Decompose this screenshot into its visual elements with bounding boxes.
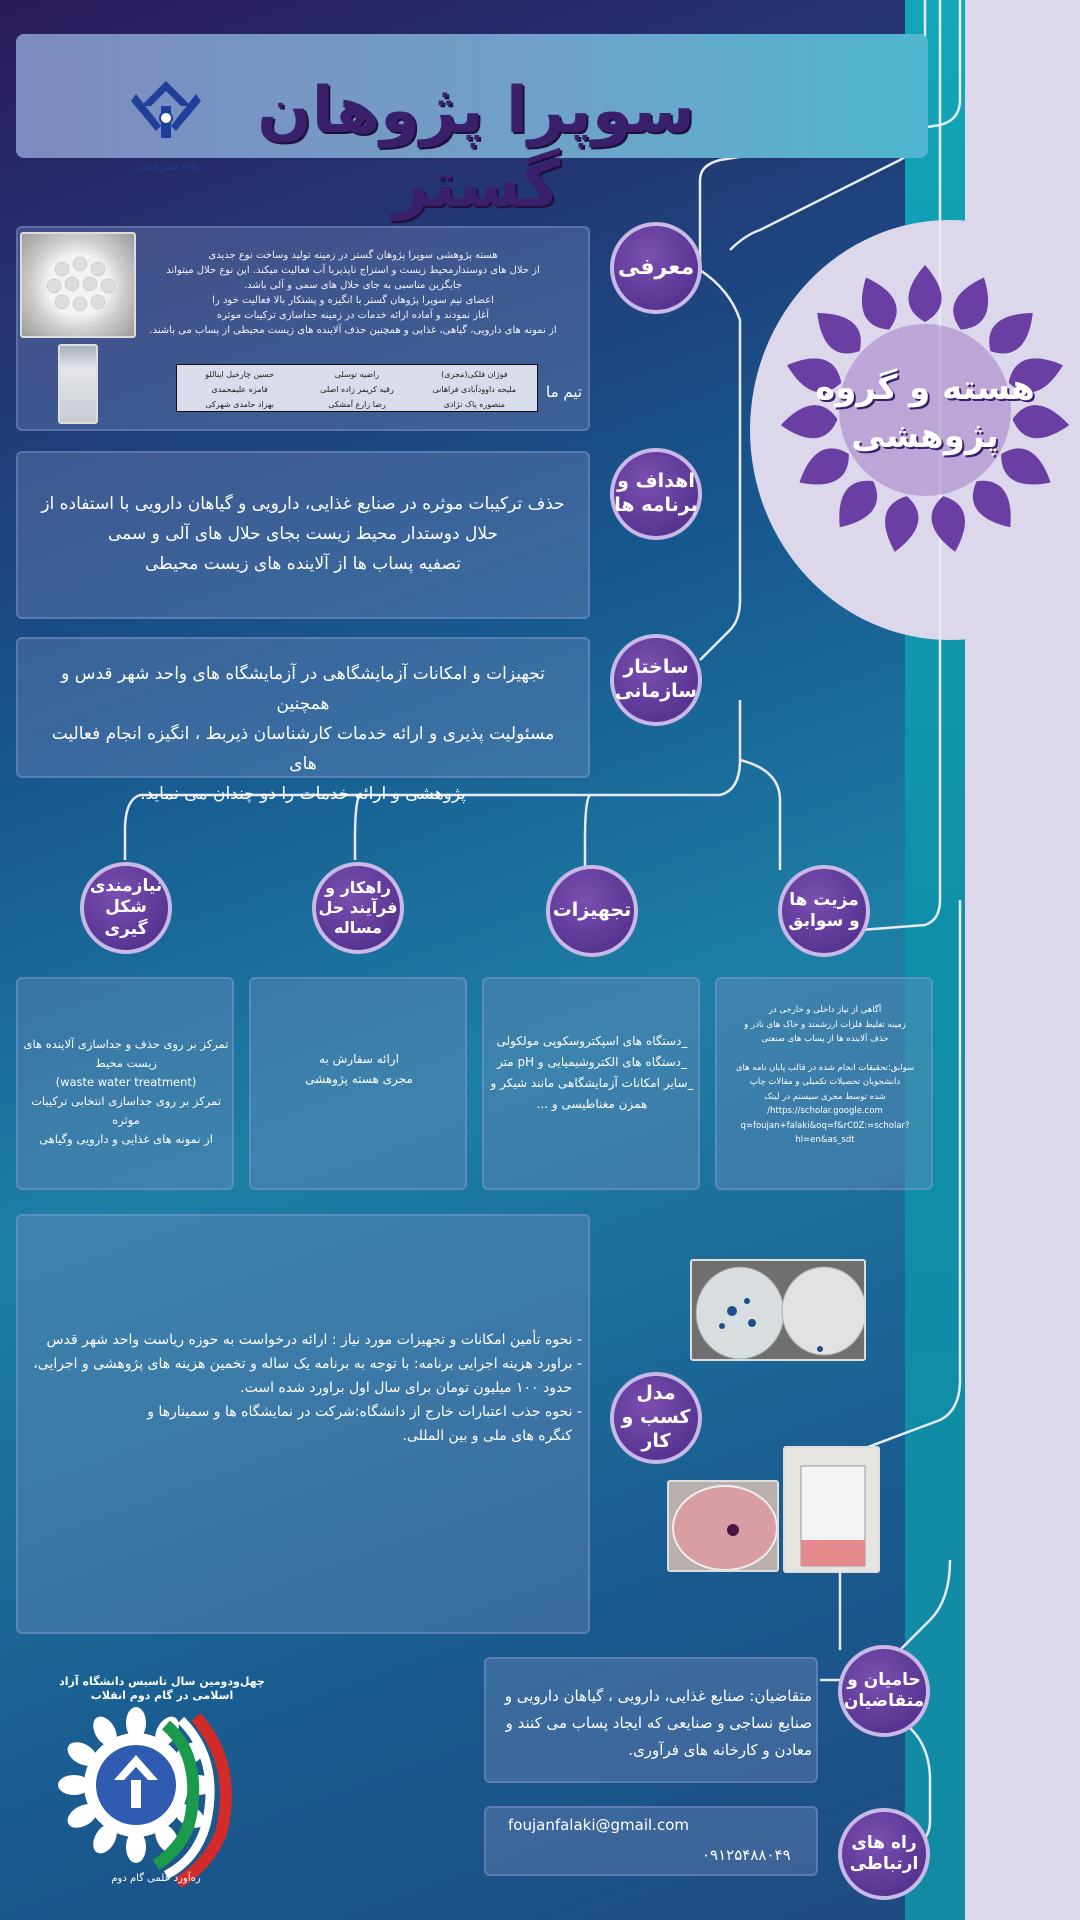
bubble-needs — [80, 862, 172, 954]
equipment-line: _سایر امکانات آزمایشگاهی مانند شیکر و — [490, 1076, 694, 1090]
team-member: حسین چارخیل ایناللو — [205, 370, 275, 379]
bubble-intro-label: معرفی — [617, 255, 695, 281]
intro-line: از نمونه های دارویی، گیاهی، غذایی و همچنین حذف آلاینده های زیست محیطی از پساب می باشند. — [149, 325, 557, 336]
sponsors-line: متقاضیان: صنایع غذایی، دارویی ، گیاهان دارویی و — [504, 1687, 812, 1705]
equipment-line: _دستگاه های اسپکتروسکوپی مولکولی — [496, 1034, 688, 1048]
bubble-solution — [312, 862, 404, 954]
bubble-advantages — [778, 865, 870, 957]
page-title: سوپرا پژوهان گستر — [257, 74, 695, 222]
bubble-equipment — [546, 865, 638, 957]
bubble-advantages-label: مزیت ها و سوابق — [788, 889, 860, 931]
business-panel — [16, 1214, 590, 1634]
goals-line: حلال دوستدار محیط زیست بجای حلال های آلی و سمی — [108, 524, 498, 544]
business-line: حدود ۱۰۰ میلیون تومان برای سال اول براورد شده است. — [240, 1380, 572, 1396]
advantages-line: شده توسط مجری سیستم در لینک — [764, 1091, 886, 1102]
goals-line: حذف ترکیبات موثره در صنایع غذایی، دارویی و گیاهان دارویی با استفاده از — [41, 494, 565, 514]
structure-panel — [16, 637, 590, 804]
bubble-business-label: مدل کسب و کار — [621, 1382, 691, 1452]
bubble-business — [610, 1372, 702, 1464]
advantages-line: زمینه تغلیظ فلزات ارزشمند و خاک های نادر و — [744, 1019, 906, 1030]
bubble-goals — [610, 448, 702, 540]
business-line: - نحوه تأمین امکانات و تجهیزات مورد نیاز : ارائه درخواست به حوزه ریاست واحد شهر قدس — [46, 1332, 582, 1348]
team-member: منصوره پاک نژادی — [443, 400, 506, 409]
intro-panel — [16, 226, 590, 431]
petri-dish-photo — [20, 232, 136, 338]
business-line: کنگره های ملی و بین المللی. — [402, 1428, 572, 1444]
team-member: فامزه علیمحمدی — [211, 385, 268, 394]
lab-photo-petri-blue — [690, 1259, 866, 1361]
vial-photo — [58, 344, 98, 424]
advantages-line: دانشجویان تحصیلات تکمیلی و مقالات چاپ — [749, 1077, 901, 1087]
flower-title — [815, 365, 1035, 460]
equipment-panel — [482, 977, 700, 1190]
solution-line: مجری هسته پژوهشی — [305, 1072, 413, 1086]
intro-line: از حلال های دوستدارمحیط زیست و استزاج ناپذیربا آب فعالیت میکند. این نوع حلال میتواند — [166, 265, 540, 276]
team-member: رضا زارع آمشکی — [328, 400, 386, 409]
advantages-line: حذف آلاینده ها از پساب های صنعتی — [761, 1034, 889, 1044]
bubble-contact-label: راه های ارتباطی — [849, 1832, 919, 1874]
sponsors-text — [494, 1683, 812, 1764]
lab-photo-pink-dish — [667, 1480, 779, 1572]
bubble-equipment-label: تجهیزات — [552, 899, 632, 922]
bubble-solution-label: راهکار و فرآیند حل مساله — [318, 878, 398, 937]
solution-text — [255, 1049, 463, 1089]
advantages-line: آگاهی از نیاز داخلی و خارجی در — [768, 1005, 882, 1015]
flower-line-1: هسته و گروه — [815, 368, 1035, 408]
anniversary-logo — [26, 1665, 278, 1895]
solution-panel — [249, 977, 467, 1190]
advantages-line — [719, 1047, 931, 1061]
flower-line-2: پژوهشی — [851, 415, 999, 456]
goals-panel — [16, 451, 590, 619]
team-label: تیم ما — [546, 383, 583, 401]
business-line: - نحوه جذب اعتبارات خارج از دانشگاه:شرکت در نمایشگاه ها و سمینارها و — [147, 1404, 582, 1420]
needs-text — [22, 1035, 230, 1149]
anniversary-arc-text: چهل‌ودومین سال تاسیس دانشگاه آزاد اسلامی در گام دوم انقلاب — [59, 1675, 265, 1702]
advantages-link[interactable]: https://scholar.google.com/ — [767, 1106, 883, 1116]
bubble-contact — [838, 1808, 930, 1900]
structure-line: مسئولیت پذیری و ارائه خدمات کارشناسان ذیربط ، انگیزه انجام فعالیت های — [51, 724, 555, 774]
needs-line: (waste water treatment) — [55, 1075, 197, 1089]
bubble-sponsors-label: حامیان و متقاضیان — [843, 1669, 925, 1711]
bubble-sponsors — [838, 1645, 930, 1737]
business-text — [32, 1328, 582, 1448]
research-group-flower — [775, 260, 1075, 560]
needs-line: از نمونه های غذایی و دارویی وگیاهی — [39, 1132, 213, 1146]
team-member: رقیه کریمر زاده اصلی — [320, 385, 394, 394]
sponsors-line: معادن و کارخانه های فرآوری. — [628, 1741, 812, 1759]
team-member: بهزاد حامدی شهرکی — [205, 400, 274, 409]
advantages-line: سوابق:تحقیقات انجام شده در قالب پایان نامه های — [735, 1062, 915, 1073]
bubble-structure-label: ساختار سازمانی — [614, 656, 697, 702]
sponsors-panel — [484, 1657, 818, 1783]
header-banner — [16, 34, 928, 222]
needs-line: تمرکز بر روی جداسازی انتخابی ترکیبات موثره — [31, 1094, 221, 1127]
structure-line: تجهیزات و امکانات آزمایشگاهی در آزمایشگاه های واحد شهر قدس و همچنین — [61, 664, 545, 714]
logo-caption: واحد شهر قدس — [138, 162, 198, 172]
contact-email[interactable]: foujanfalaki@gmail.com — [508, 1816, 689, 1834]
lab-photo-beaker — [783, 1446, 880, 1573]
bubble-needs-label: نیازمندی شکل گیری — [89, 876, 163, 939]
contact-panel — [484, 1806, 818, 1876]
business-line: - براورد هزینه اجرایی برنامه: با توجه به برنامه یک ساله و تخمین هزینه های پژوهشی و اجرایی، — [33, 1356, 582, 1372]
structure-text — [38, 659, 568, 809]
bubble-goals-label: اهداف و برنامه ها — [614, 470, 698, 516]
goals-line: تصفیه پساب ها از آلاینده های زیست محیطی — [145, 554, 461, 574]
needs-line: تمرکز بر روی حذف و جداسازی آلاینده های — [23, 1037, 229, 1051]
team-member: فوژان فلکی(مجری) — [441, 370, 508, 379]
intro-line: هسته پژوهشی سوپرا پژوهان گستر در زمینه تولید وساخت نوع جدیدی — [208, 250, 498, 261]
goals-text — [38, 489, 568, 579]
team-table — [176, 364, 538, 412]
solution-line: ارائه سفارش به — [319, 1052, 399, 1066]
advantages-link[interactable]: q=foujan+falaki&oq=f&rC0Z:=scholar?hl=en&as_sdt — [740, 1120, 910, 1145]
bubble-structure — [610, 634, 702, 726]
bubble-intro — [610, 222, 702, 314]
team-member: راضیه توسلی — [334, 370, 380, 379]
equipment-line: _دستگاه های الکتروشیمیایی و pH متر — [496, 1055, 688, 1069]
intro-line: اعضای تیم سوپرا پژوهان گستر با انگیزه و پشتکار بالا فعالیت خود را — [212, 295, 494, 306]
intro-line: آغاز نمودند و آماده ارائه خدمات در زمینه جداسازی ترکیبات موثره — [216, 310, 490, 321]
contact-phone[interactable]: ۰۹۱۲۵۴۸۸۰۴۹ — [702, 1846, 791, 1864]
intro-line: جایگزین مناسبی به جای حلال های سمی و آلی باشد. — [243, 280, 463, 291]
team-member: ملیحه داوودآبادی فراهانی — [432, 385, 517, 394]
university-logo-icon — [131, 76, 201, 166]
advantages-text — [719, 1003, 931, 1148]
intro-text — [143, 248, 563, 338]
sponsors-line: صنایع نساجی و صنایعی که ایجاد پساب می کنند و — [505, 1714, 812, 1732]
advantages-panel — [715, 977, 933, 1190]
structure-line: پژوهشی و ارائه خدمات را دو چندان می نماید. — [140, 784, 466, 804]
needs-panel — [16, 977, 234, 1190]
needs-line: زیست محیط — [95, 1056, 157, 1070]
anniversary-bottom-text: ره‌آورد علمی گام دوم — [111, 1873, 201, 1884]
equipment-line: همزن مغناطیسی و ... — [536, 1097, 648, 1111]
equipment-text — [486, 1031, 698, 1115]
